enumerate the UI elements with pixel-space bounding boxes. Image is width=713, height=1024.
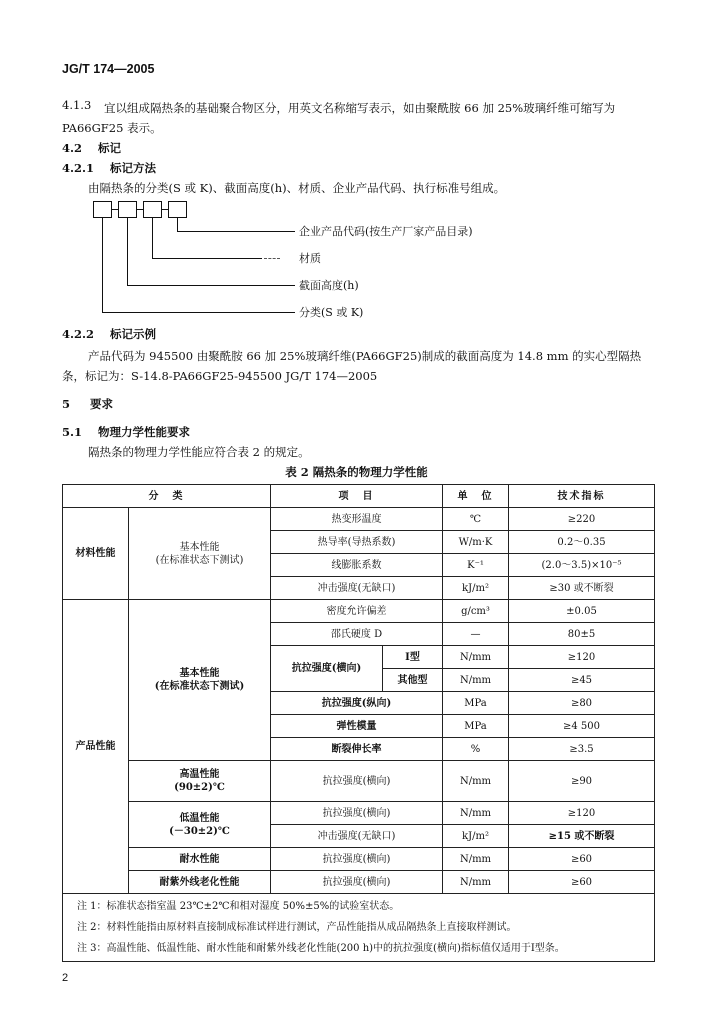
clause-title: 标记示例 <box>110 327 157 341</box>
unit-cell: N/mm <box>443 646 509 669</box>
clause-title: 要求 <box>90 397 114 411</box>
item-cell: 抗拉强度(横向) <box>271 848 443 871</box>
table-row <box>63 848 655 871</box>
spec-cell: ≥45 <box>509 669 655 692</box>
spec-cell: ≥90 <box>509 761 655 802</box>
spec-cell: ≥220 <box>509 508 655 531</box>
clause-number: 5.1 <box>62 425 83 439</box>
spec-cell: ±0.05 <box>509 600 655 623</box>
clause-title: 标记方法 <box>110 161 157 175</box>
unit-cell: % <box>443 738 509 761</box>
spec-cell: ≥30 或不断裂 <box>509 577 655 600</box>
clause-5-1-heading <box>62 424 190 440</box>
spec-cell: ≥120 <box>509 802 655 825</box>
table-row <box>63 600 655 623</box>
leader-line <box>177 231 295 232</box>
unit-cell: ℃ <box>443 508 509 531</box>
leader-dash <box>264 258 280 259</box>
unit-cell: kJ/m² <box>443 577 509 600</box>
clause-number: 4.2.2 <box>62 327 95 341</box>
item-cell: 弹性模量 <box>271 715 443 738</box>
table-notes-row <box>63 894 655 962</box>
item-cell: 热变形温度 <box>271 508 443 531</box>
label-section-height: 截面高度(h) <box>299 279 359 292</box>
header-category: 分 类 <box>63 485 271 508</box>
table-row <box>63 761 655 802</box>
clause-4-1-3-text: 宜以组成隔热条的基础聚合物区分，用英文名称缩写表示，如由聚酰胺 66 加 25%玻璃纤维可缩写为 PA66GF25 表示。 <box>62 101 616 135</box>
subitem-cell: 其他型 <box>383 669 443 692</box>
group-basic-product: 基本性能 (在标准状态下测试) <box>129 600 271 761</box>
table-notes <box>63 894 655 962</box>
group-material: 材料性能 <box>63 508 129 600</box>
unit-cell: kJ/m² <box>443 825 509 848</box>
unit-cell: K⁻¹ <box>443 554 509 577</box>
clause-number: 5 <box>62 397 71 411</box>
spec-cell: ≥60 <box>509 848 655 871</box>
classification-box <box>93 201 112 218</box>
item-cell: 抗拉强度(横向) <box>271 871 443 894</box>
unit-cell: g/cm³ <box>443 600 509 623</box>
table-row <box>63 871 655 894</box>
unit-cell: MPa <box>443 715 509 738</box>
leader-line <box>127 285 295 286</box>
clause-4-2-heading <box>62 140 121 156</box>
physical-mechanical-properties-table <box>62 484 655 962</box>
header-unit: 单 位 <box>443 485 509 508</box>
group-water: 耐水性能 <box>129 848 271 871</box>
unit-cell: N/mm <box>443 669 509 692</box>
note-2: 注 2：材料性能指由原材料直接制成标准试样进行测试，产品性能指从成品隔热条上直接取样测试。 <box>77 922 517 933</box>
item-cell: 抗拉强度(横向) <box>271 761 443 802</box>
group-product: 产品性能 <box>63 600 129 894</box>
table-caption: 表 2 隔热条的物理力学性能 <box>285 465 428 479</box>
label-product-code: 企业产品代码(按生产厂家产品目录) <box>299 225 473 238</box>
clause-5-heading <box>62 396 113 412</box>
spec-cell: ≥80 <box>509 692 655 715</box>
table-row <box>63 802 655 825</box>
material-box <box>143 201 162 218</box>
clause-number: 4.1.3 <box>62 98 92 112</box>
item-cell: 热导率(导热系数) <box>271 531 443 554</box>
header-item: 项 目 <box>271 485 443 508</box>
clause-title: 物理力学性能要求 <box>98 425 191 439</box>
group-uv: 耐紫外线老化性能 <box>129 871 271 894</box>
label-material: 材质 <box>299 252 321 265</box>
item-cell: 密度允许偏差 <box>271 600 443 623</box>
table-header-row <box>63 485 655 508</box>
table-row <box>63 508 655 531</box>
header-spec: 技术指标 <box>509 485 655 508</box>
clause-4-2-1-heading <box>62 160 156 176</box>
page-number: 2 <box>62 972 69 984</box>
clause-title: 标记 <box>98 141 122 155</box>
unit-cell: W/m·K <box>443 531 509 554</box>
item-cell: 冲击强度(无缺口) <box>271 825 443 848</box>
clause-5-1-text: 隔热条的物理力学性能应符合表 2 的规定。 <box>88 445 310 459</box>
height-box <box>118 201 137 218</box>
group-low-temp: 低温性能 (－30±2)℃ <box>129 802 271 848</box>
standard-code-header: JG/T 174—2005 <box>62 62 155 76</box>
item-cell: 抗拉强度(纵向) <box>271 692 443 715</box>
note-1: 注 1：标准状态指室温 23℃±2℃和相对湿度 50%±5%的试验室状态。 <box>77 901 400 912</box>
leader-line <box>177 218 178 231</box>
unit-cell: N/mm <box>443 848 509 871</box>
item-cell: 邵氏硬度 D <box>271 623 443 646</box>
clause-number: 4.2 <box>62 141 83 155</box>
item-cell: 线膨胀系数 <box>271 554 443 577</box>
note-3: 注 3：高温性能、低温性能、耐水性能和耐紫外线老化性能(200 h)中的抗拉强度(横向)指标值仅适用于Ⅰ型条。 <box>77 943 565 954</box>
item-cell: 抗拉强度(横向) <box>271 802 443 825</box>
unit-cell: MPa <box>443 692 509 715</box>
group-high-temp: 高温性能 (90±2)℃ <box>129 761 271 802</box>
leader-line <box>102 218 103 312</box>
spec-cell: ≥60 <box>509 871 655 894</box>
spec-cell: ≥4 500 <box>509 715 655 738</box>
unit-cell: N/mm <box>443 761 509 802</box>
leader-line <box>127 218 128 285</box>
leader-line <box>152 218 153 258</box>
clause-4-2-2-text: 产品代码为 945500 由聚酰胺 66 加 25%玻璃纤维(PA66GF25)制成的截面高度为 14.8 mm 的实心型隔热条，标记为：S-14.8-PA66GF25-945500 JG/T 174—2005 <box>62 349 642 383</box>
item-cell: 断裂伸长率 <box>271 738 443 761</box>
product-code-box <box>168 201 187 218</box>
leader-line <box>152 258 262 259</box>
spec-cell: 80±5 <box>509 623 655 646</box>
unit-cell: — <box>443 623 509 646</box>
clause-4-2-1-text: 由隔热条的分类(S 或 K)、截面高度(h)、材质、企业产品代码、执行标准号组成。 <box>88 181 506 195</box>
spec-cell: ≥15 或不断裂 <box>509 825 655 848</box>
item-cell: 冲击强度(无缺口) <box>271 577 443 600</box>
spec-cell: ≥3.5 <box>509 738 655 761</box>
unit-cell: N/mm <box>443 871 509 894</box>
item-cell: 抗拉强度(横向) <box>271 646 383 692</box>
clause-number: 4.2.1 <box>62 161 95 175</box>
group-basic-material: 基本性能 (在标准状态下测试) <box>129 508 271 600</box>
spec-cell: ≥120 <box>509 646 655 669</box>
subitem-cell: Ⅰ型 <box>383 646 443 669</box>
spec-cell: 0.2～0.35 <box>509 531 655 554</box>
unit-cell: N/mm <box>443 802 509 825</box>
label-classification: 分类(S 或 K) <box>299 306 364 319</box>
clause-4-2-2-heading <box>62 326 156 342</box>
leader-line <box>102 312 295 313</box>
spec-cell: (2.0～3.5)×10⁻⁵ <box>509 554 655 577</box>
